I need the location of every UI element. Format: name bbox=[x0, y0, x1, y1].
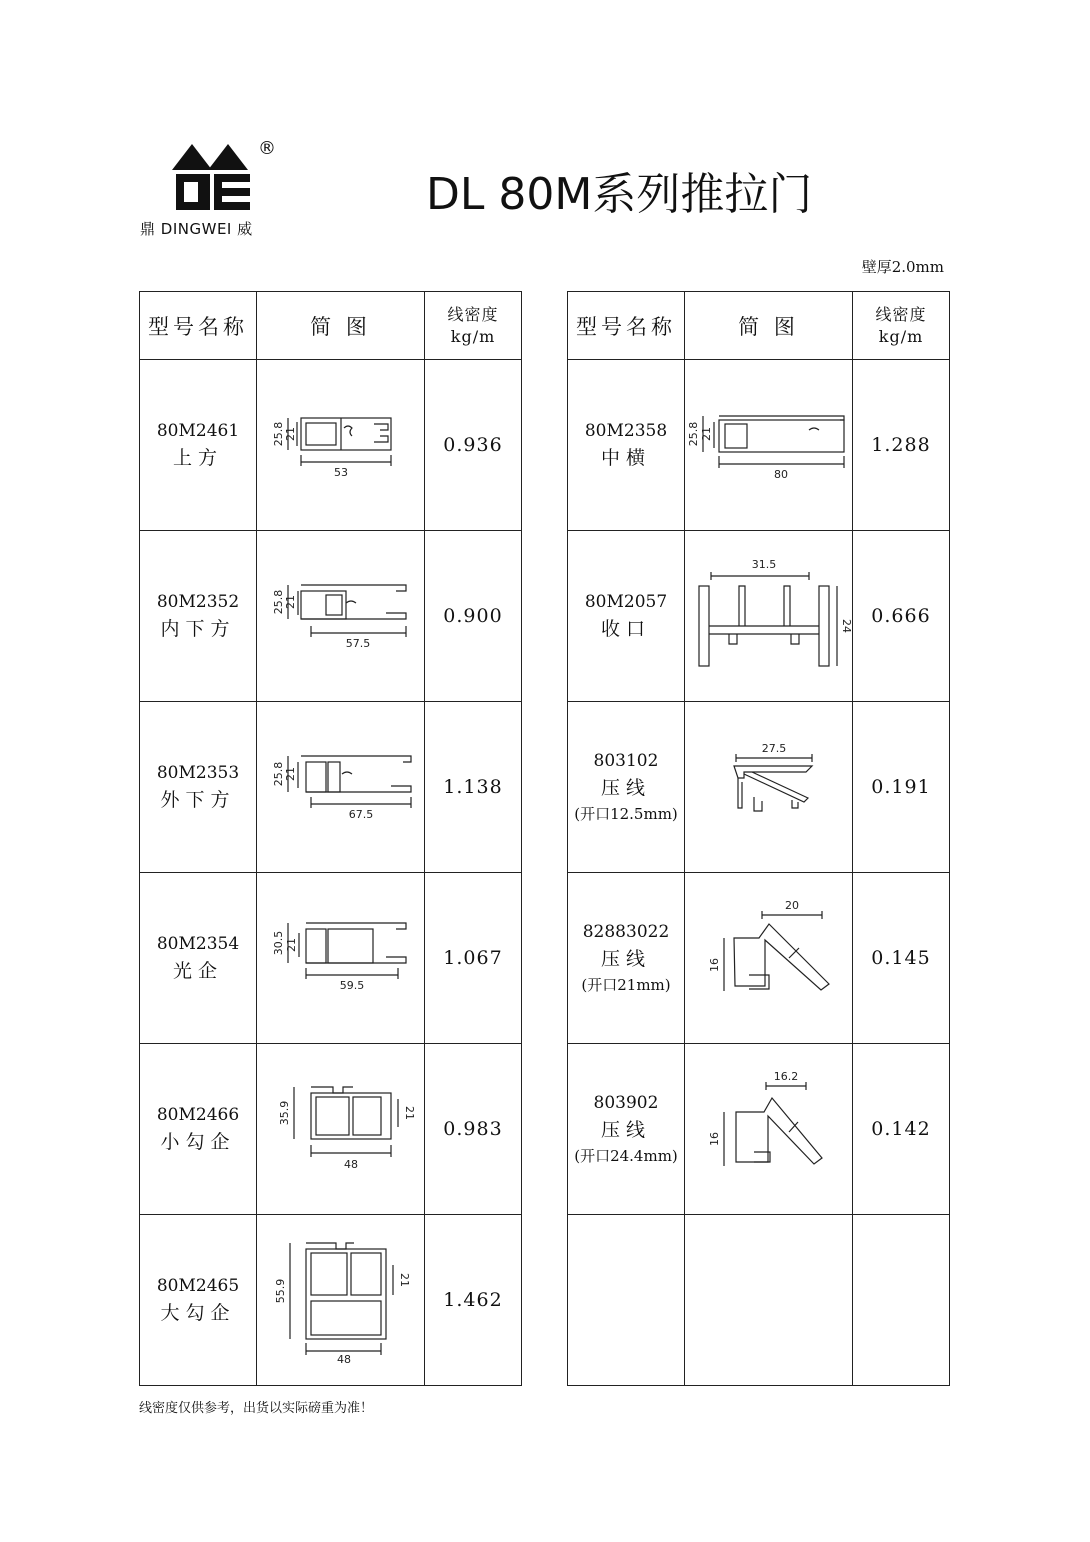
svg-text:25.8: 25.8 bbox=[686, 421, 700, 447]
model-code: 82883022 bbox=[582, 922, 670, 942]
svg-text:20: 20 bbox=[784, 899, 799, 912]
density-value: 1.067 bbox=[443, 947, 503, 969]
density-value: 1.288 bbox=[871, 434, 931, 456]
profile-diagram-icon bbox=[266, 1079, 416, 1179]
footer-note: 线密度仅供参考，出货以实际磅重为准！ bbox=[139, 1401, 374, 1416]
density-value: 0.983 bbox=[443, 1118, 503, 1140]
svg-text:59.5: 59.5 bbox=[339, 979, 364, 992]
density-value: 0.142 bbox=[871, 1118, 931, 1140]
table-row bbox=[568, 873, 950, 1044]
header-model: 型号名称 bbox=[140, 292, 257, 360]
svg-text:30.5: 30.5 bbox=[271, 930, 285, 956]
model-name: 内下方 bbox=[160, 618, 236, 640]
model-code: 80M2354 bbox=[156, 934, 240, 954]
svg-text:25.8: 25.8 bbox=[271, 421, 285, 447]
table-row bbox=[140, 873, 522, 1044]
model-code: 80M2466 bbox=[156, 1105, 240, 1125]
table-row bbox=[140, 1215, 522, 1386]
model-name: 压线 bbox=[600, 1119, 651, 1141]
svg-text:24: 24 bbox=[839, 619, 853, 633]
svg-text:21: 21 bbox=[283, 595, 297, 609]
density-value: 0.900 bbox=[443, 605, 503, 627]
svg-text:35.9: 35.9 bbox=[277, 1100, 291, 1126]
model-code: 80M2465 bbox=[156, 1276, 240, 1296]
svg-text:16: 16 bbox=[707, 1132, 721, 1146]
profile-diagram-icon bbox=[266, 742, 416, 832]
table-row bbox=[568, 702, 950, 873]
model-name: 压线 bbox=[600, 777, 651, 799]
wall-thickness: 壁厚2.0mm bbox=[861, 258, 944, 276]
logo-mark-icon bbox=[170, 138, 260, 213]
profile-diagram-icon bbox=[694, 1070, 844, 1184]
svg-text:31.5: 31.5 bbox=[751, 558, 776, 571]
model-code: 803902 bbox=[593, 1093, 659, 1113]
model-name: 小勾企 bbox=[160, 1131, 236, 1153]
svg-text:55.9: 55.9 bbox=[273, 1278, 287, 1304]
profile-diagram-icon bbox=[266, 400, 416, 490]
model-code: 80M2358 bbox=[584, 421, 668, 441]
svg-text:16.2: 16.2 bbox=[773, 1070, 798, 1083]
profile-diagram-icon bbox=[266, 913, 416, 1003]
model-code: 80M2353 bbox=[156, 763, 240, 783]
table-row bbox=[568, 360, 950, 531]
density-value: 0.666 bbox=[871, 605, 931, 627]
svg-text:80: 80 bbox=[773, 468, 788, 481]
density-value: 1.462 bbox=[443, 1289, 503, 1311]
model-name: 上方 bbox=[172, 447, 223, 469]
model-note: (开口12.5mm) bbox=[574, 805, 678, 823]
model-name: 压线 bbox=[600, 948, 651, 970]
svg-text:25.8: 25.8 bbox=[271, 761, 285, 787]
page-title: DL 80M系列推拉门 bbox=[426, 169, 813, 220]
svg-text:16: 16 bbox=[707, 958, 721, 972]
svg-text:21: 21 bbox=[699, 427, 713, 441]
model-name: 大勾企 bbox=[160, 1302, 236, 1324]
svg-text:21: 21 bbox=[284, 938, 298, 952]
model-code: 80M2352 bbox=[156, 592, 240, 612]
model-note: (开口24.4mm) bbox=[574, 1147, 678, 1165]
profile-table-left bbox=[139, 291, 522, 1386]
svg-text:21: 21 bbox=[283, 427, 297, 441]
header-diagram: 简 图 bbox=[685, 292, 853, 360]
model-name: 中横 bbox=[600, 447, 651, 469]
profile-diagram-icon bbox=[689, 556, 853, 676]
table-row bbox=[568, 531, 950, 702]
density-value: 0.191 bbox=[871, 776, 931, 798]
density-value: 1.138 bbox=[443, 776, 503, 798]
model-code: 80M2057 bbox=[584, 592, 668, 612]
table-row bbox=[140, 531, 522, 702]
brand-name: 鼎 DINGWEI 威 bbox=[140, 220, 253, 238]
svg-text:67.5: 67.5 bbox=[348, 808, 373, 821]
svg-text:27.5: 27.5 bbox=[761, 742, 786, 755]
profile-table-right bbox=[567, 291, 950, 1386]
registered-mark: ® bbox=[258, 138, 276, 159]
header-model: 型号名称 bbox=[568, 292, 685, 360]
table-row bbox=[140, 1044, 522, 1215]
model-code: 803102 bbox=[593, 751, 659, 771]
profile-diagram-icon bbox=[694, 899, 844, 1013]
header-density: 线密度 kg/m bbox=[425, 292, 522, 360]
density-value: 0.145 bbox=[871, 947, 931, 969]
svg-text:48: 48 bbox=[336, 1353, 351, 1366]
model-name: 光企 bbox=[172, 960, 223, 982]
table-row bbox=[140, 360, 522, 531]
model-name: 收口 bbox=[600, 618, 651, 640]
density-value: 0.936 bbox=[443, 434, 503, 456]
model-note: (开口21mm) bbox=[581, 976, 671, 994]
header-density: 线密度 kg/m bbox=[853, 292, 950, 360]
svg-text:57.5: 57.5 bbox=[345, 637, 370, 650]
svg-text:21: 21 bbox=[402, 1106, 416, 1120]
profile-diagram-icon bbox=[266, 571, 416, 661]
svg-text:48: 48 bbox=[343, 1158, 358, 1171]
svg-text:53: 53 bbox=[333, 466, 348, 479]
table-row bbox=[568, 1044, 950, 1215]
model-name: 外下方 bbox=[160, 789, 236, 811]
table-row bbox=[140, 702, 522, 873]
profile-diagram-icon bbox=[694, 742, 844, 832]
svg-text:21: 21 bbox=[283, 767, 297, 781]
profile-diagram-icon bbox=[686, 400, 849, 490]
profile-diagram-icon bbox=[266, 1235, 416, 1365]
header-diagram: 简 图 bbox=[257, 292, 425, 360]
svg-text:25.8: 25.8 bbox=[271, 589, 285, 615]
model-code: 80M2461 bbox=[156, 421, 240, 441]
svg-text:21: 21 bbox=[397, 1273, 411, 1287]
table-row bbox=[568, 1215, 950, 1386]
